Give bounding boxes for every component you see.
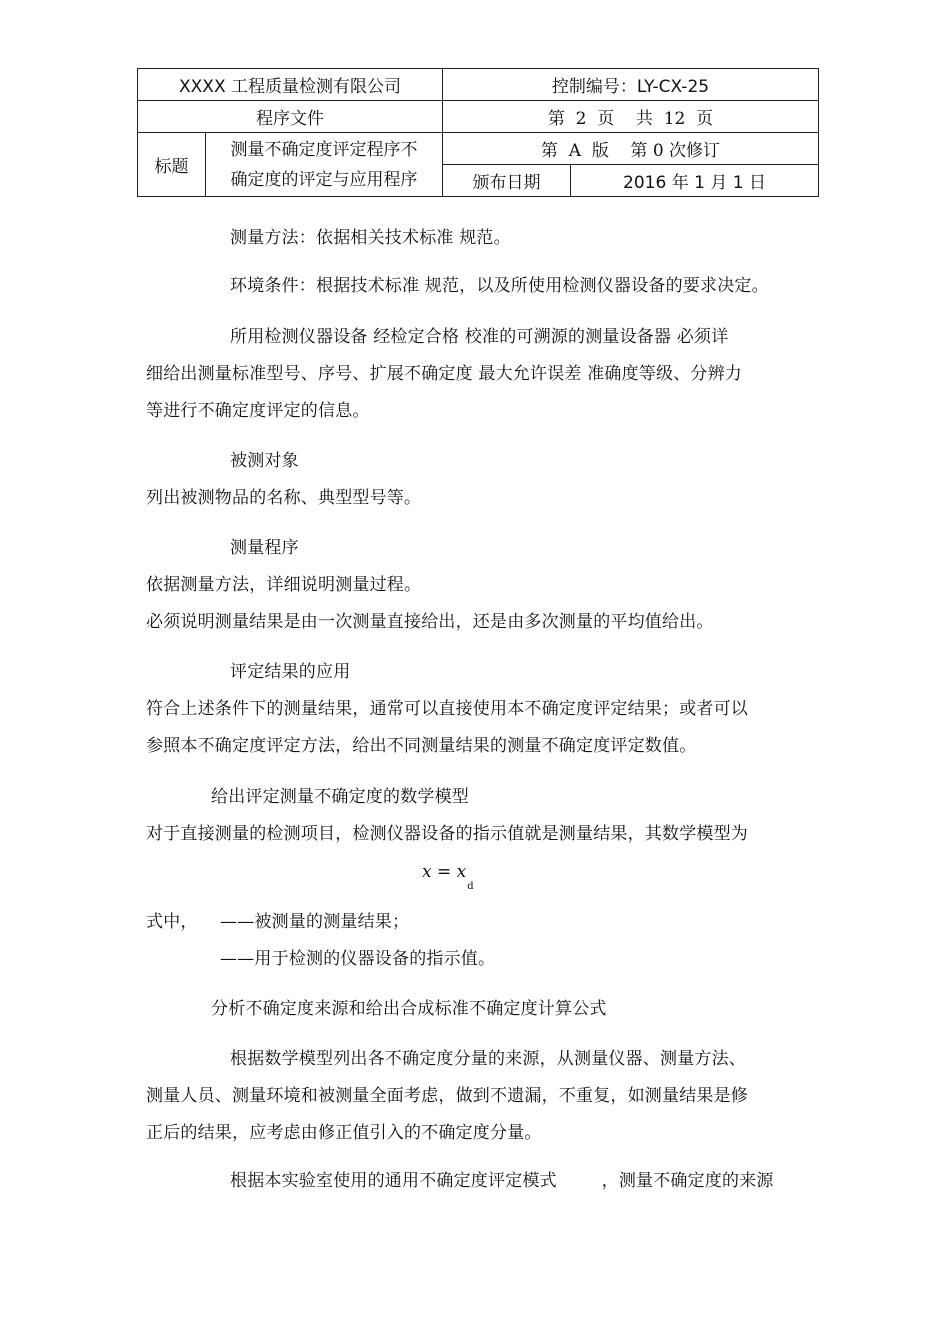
sources-line-4: 根据本实验室使用的通用不确定度评定模式 ，测量不确定度的来源 — [230, 1171, 774, 1191]
measurement-method: 测量方法：依据相关技术标准 规范。 — [230, 228, 511, 248]
issue-date-label: 颁布日期 — [443, 165, 571, 197]
formula-legend-2: ——用于检测的仪器设备的指示值。 — [220, 949, 496, 969]
page-info: 第 2 页 共 12 页 — [443, 101, 819, 133]
environment-conditions: 环境条件：根据技术标准 规范，以及所使用检测仪器设备的要求决定。 — [230, 276, 769, 296]
version-info: 第 A 版 第 0 次修订 — [443, 133, 819, 165]
title-text — [206, 133, 443, 197]
control-number: 控制编号：LY-CX-25 — [443, 69, 819, 101]
equation-subscript: d — [467, 881, 474, 893]
title-label: 标题 — [138, 133, 206, 197]
heading-result-application: 评定结果的应用 — [230, 662, 351, 682]
equation — [422, 862, 474, 893]
formula-legend-1: ——被测量的测量结果； — [220, 912, 410, 932]
procedure-line-2: 必须说明测量结果是由一次测量直接给出，还是由多次测量的平均值给出。 — [146, 612, 714, 632]
sources-line-3: 正后的结果，应考虑由修正值引入的不确定度分量。 — [146, 1123, 542, 1143]
heading-measurement-procedure: 测量程序 — [230, 538, 299, 558]
equation-main: x = x — [422, 862, 467, 882]
equipment-line-2: 细给出测量标准型号、序号、扩展不确定度 最大允许误差 准确度等级、分辨力 — [146, 364, 743, 384]
math-model-text: 对于直接测量的检测项目，检测仪器设备的指示值就是测量结果，其数学模型为 — [146, 824, 748, 844]
company-name: XXXX 工程质量检测有限公司 — [138, 69, 443, 101]
equipment-line-3: 等进行不确定度评定的信息。 — [146, 401, 370, 421]
procedure-line-1: 依据测量方法，详细说明测量过程。 — [146, 575, 422, 595]
application-line-1: 符合上述条件下的测量结果，通常可以直接使用本不确定度评定结果；或者可以 — [146, 699, 748, 719]
document-header-table — [137, 68, 819, 197]
sources-line-2: 测量人员、测量环境和被测量全面考虑，做到不遗漏，不重复，如测量结果是修 — [146, 1086, 748, 1106]
sources-line-1: 根据数学模型列出各不确定度分量的来源，从测量仪器、测量方法、 — [230, 1049, 746, 1069]
document-type: 程序文件 — [138, 101, 443, 133]
issue-date: 2016 年 1 月 1 日 — [571, 165, 819, 197]
heading-measured-object: 被测对象 — [230, 451, 299, 471]
measured-object-text: 列出被测物品的名称、典型型号等。 — [146, 488, 422, 508]
equipment-line-1: 所用检测仪器设备 经检定合格 校准的可溯源的测量设备器 必须详 — [230, 327, 729, 347]
heading-uncertainty-sources: 分析不确定度来源和给出合成标准不确定度计算公式 — [211, 999, 607, 1019]
formula-legend-prefix: 式中， — [146, 912, 198, 932]
title-text-line-2: 确定度的评定与应用程序 — [230, 169, 418, 190]
title-text-line-1: 测量不确定度评定程序不 — [230, 139, 418, 160]
application-line-2: 参照本不确定度评定方法，给出不同测量结果的测量不确定度评定数值。 — [146, 736, 697, 756]
heading-math-model: 给出评定测量不确定度的数学模型 — [211, 787, 469, 807]
